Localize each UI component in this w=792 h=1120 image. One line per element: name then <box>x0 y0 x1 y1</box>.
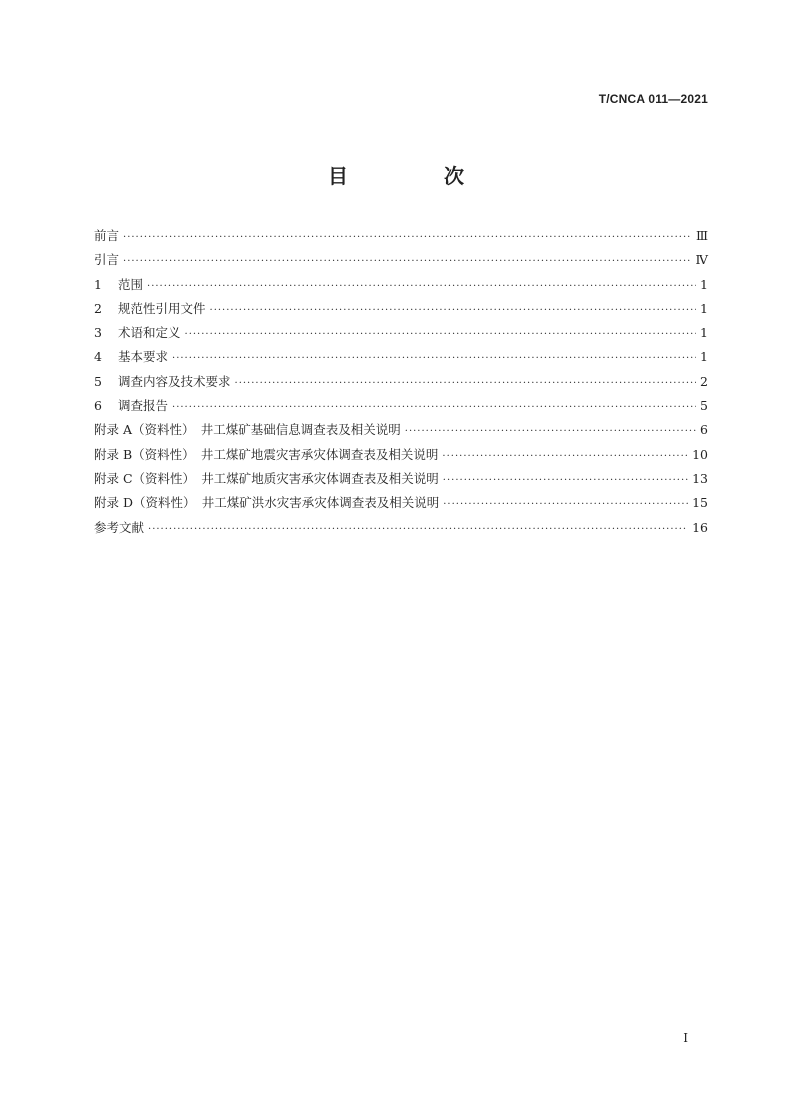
toc-page-number: 5 <box>700 398 708 414</box>
toc-label: 引言 <box>94 252 120 268</box>
toc-page-number: 10 <box>692 446 708 462</box>
toc-label: 附录 D（资料性） 井工煤矿洪水灾害承灾体调查表及相关说明 <box>94 495 440 511</box>
dot-leader <box>172 353 696 364</box>
standard-code: T/CNCA 011—2021 <box>598 92 708 106</box>
toc-section-number: 6 <box>94 398 102 414</box>
toc-page-number: 1 <box>700 276 708 292</box>
toc-entry-references[interactable] <box>94 518 708 542</box>
toc-label: 调查内容及技术要求 <box>118 373 231 389</box>
toc-page-number: 15 <box>692 495 708 511</box>
dot-leader <box>235 378 696 389</box>
toc-section-number: 5 <box>94 373 102 389</box>
toc-entry-appendix-d[interactable] <box>94 493 708 517</box>
dot-leader <box>405 426 696 437</box>
dot-leader <box>443 475 688 486</box>
dot-leader <box>442 451 688 462</box>
toc-label: 前言 <box>94 228 120 243</box>
toc-page-number: 1 <box>700 349 708 365</box>
toc-entry-scope[interactable] <box>94 275 708 299</box>
dot-leader <box>172 402 696 413</box>
dot-leader <box>148 524 688 535</box>
dot-leader <box>185 329 696 340</box>
toc-entry-survey-report[interactable] <box>94 396 708 420</box>
toc-page-number: 2 <box>700 373 708 389</box>
toc-label: 范围 <box>118 276 144 292</box>
toc-label: 附录 A（资料性） 井工煤矿基础信息调查表及相关说明 <box>94 422 401 438</box>
toc-label: 参考文献 <box>94 519 145 535</box>
toc-entry-appendix-c[interactable] <box>94 469 708 493</box>
table-of-contents <box>94 226 708 542</box>
toc-section-number: 2 <box>94 300 102 316</box>
toc-label: 附录 B（资料性） 井工煤矿地震灾害承灾体调查表及相关说明 <box>94 446 439 462</box>
page-title: 目 次 <box>328 164 502 188</box>
toc-entry-normative-references[interactable] <box>94 299 708 323</box>
dot-leader <box>443 499 688 510</box>
toc-entry-survey-content[interactable] <box>94 372 708 396</box>
dot-leader <box>147 281 696 292</box>
toc-entry-appendix-b[interactable] <box>94 445 708 469</box>
toc-page-number: Ⅳ <box>695 252 708 268</box>
toc-page-number: 6 <box>700 422 708 438</box>
toc-page-number: 16 <box>692 519 708 535</box>
toc-page-number: 1 <box>700 325 708 341</box>
toc-entry-introduction[interactable] <box>94 250 708 274</box>
toc-section-number: 4 <box>94 349 102 365</box>
toc-label: 基本要求 <box>118 349 169 365</box>
dot-leader <box>123 232 692 243</box>
dot-leader <box>210 305 696 316</box>
toc-page-number: Ⅲ <box>695 228 708 243</box>
toc-section-number: 1 <box>94 276 102 292</box>
toc-label: 规范性引用文件 <box>118 300 206 316</box>
toc-section-number: 3 <box>94 325 102 341</box>
toc-label: 术语和定义 <box>118 325 181 341</box>
toc-page-number: 1 <box>700 300 708 316</box>
toc-entry-appendix-a[interactable] <box>94 420 708 444</box>
toc-entry-foreword[interactable] <box>94 226 708 250</box>
toc-label: 附录 C（资料性） 井工煤矿地质灾害承灾体调查表及相关说明 <box>94 470 439 486</box>
toc-page-number: 13 <box>692 470 708 486</box>
toc-label: 调查报告 <box>118 398 169 414</box>
dot-leader <box>123 256 691 267</box>
footer-page-number: I <box>683 1031 688 1045</box>
toc-entry-terms-definitions[interactable] <box>94 323 708 347</box>
toc-entry-basic-requirements[interactable] <box>94 347 708 371</box>
